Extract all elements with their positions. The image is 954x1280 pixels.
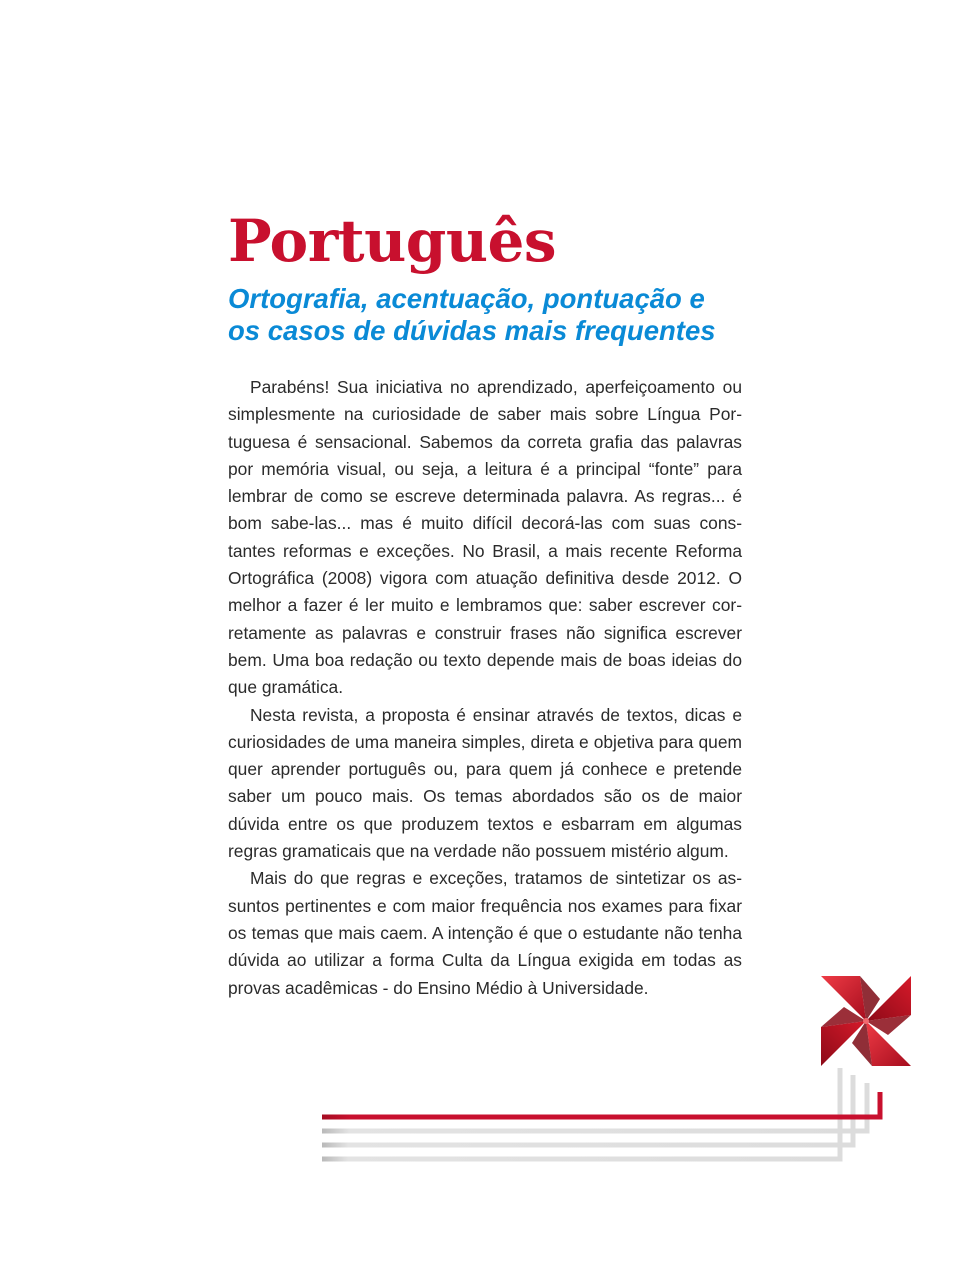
pinwheel-icon (821, 976, 911, 1066)
page-title: Português (228, 207, 557, 275)
decorative-lines (322, 1068, 880, 1159)
paragraph-1: Parabéns! Sua iniciativa no aprendizado, aperfeiçoamento ou simplesmente na curiosidade de saber mais sobre Língua Portuguesa é sensacional. Sabemos da correta grafia das palavras por memória visual, ou seja, a leitura é a principal “fonte” para lembrar de como se escreve determinada palavra. As regras... é bom sabe-las... mas é muito difícil decorá-las com suas constantes reformas e exceções. No Brasil, a mais recente Reforma Ortográfica (2008) vigora com atuação definitiva desde 2012. O melhor a fazer é ler muito e lembramos que: saber escrever corretamente as palavras e construir frases não significa escrever bem. Uma boa redação ou texto depende mais de boas ideias do que gramática. (228, 377, 742, 698)
paragraph-3: Mais do que regras e exceções, tratamos de sintetizar os assuntos pertinentes e com maior frequência nos exames para fixar os temas que mais caem. A intenção é que o estudante não tenha dúvida ao utilizar a forma Culta da Língua exigida em todas as provas acadêmicas - do Ensino Médio à Universidade. (228, 868, 742, 998)
subtitle-line-1: Ortografia, acentuação, pontuação e (228, 283, 705, 314)
paragraph-2: Nesta revista, a proposta é ensinar através de textos, dicas e curiosidades de uma maneira simples, direta e objetiva para quem quer aprender português ou, para quem já conhece e pretende saber um pouco mais. Os temas abordados são os de maior dúvida entre os que produzem textos e esbarram em algumas regras gramaticais que na verdade não possuem mistério algum. (228, 704, 742, 862)
subtitle-line-2: os casos de dúvidas mais frequentes (228, 315, 716, 346)
